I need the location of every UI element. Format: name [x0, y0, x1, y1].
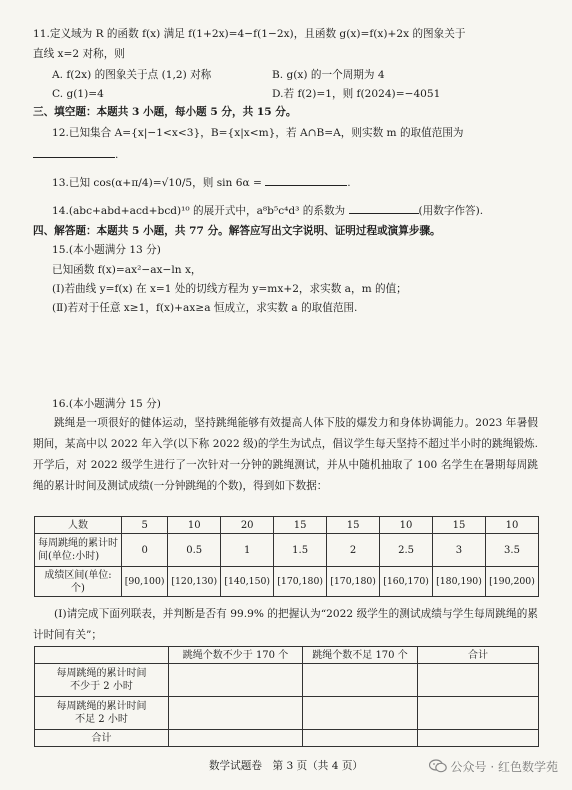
page-footer: 数学试题卷 第 3 页（共 4 页） [208, 760, 364, 772]
q16-title: 16.(本小题满分 15 分) [52, 398, 161, 410]
q16-paragraph: 跳绳是一项很好的健体运动，坚持跳绳能够有效提高人体下肢的爆发力和身体协调能力。2023 年暑假期间，某高中以 2022 年入学(以下称 2022 级)的学生为试点，倡议学生每天坚持不超过半小时的跳绳锻炼.开学后，对 2022 级学生进行了一次针对一分钟的跳绳测试，并从中随机抽取了 100 名学生在暑期每周跳绳的累计时间及测试成绩(一分钟跳绳的个数)，得到如下数据： [33, 417, 538, 492]
q11-option-d: D.若 f(2)=1，则 f(2024)=−4051 [272, 88, 441, 100]
table-row [35, 664, 539, 697]
row-header-hours: 每周跳绳的累计时间(单位:小时) [35, 534, 122, 567]
q11-stem-line1: 11.定义域为 R 的函数 f(x) 满足 f(1+2x)=4−f(1−2x)，且函数 g(x)=f(x)+2x 的图象关于 [33, 28, 466, 40]
answer-cell[interactable] [303, 664, 418, 697]
row-header-line: 不少于 2 小时 [70, 681, 133, 692]
table-row-hours [35, 534, 539, 567]
table-cell: 2 [327, 534, 380, 567]
section3-heading: 三、填空题：本题共 3 小题，每小题 5 分，共 15 分。 [33, 106, 297, 118]
table-row-people [35, 517, 539, 534]
row-header-ranges: 成绩区间(单位:个) [35, 567, 122, 597]
answer-cell[interactable] [418, 697, 539, 730]
q12-line2 [33, 147, 118, 162]
answer-cell[interactable] [303, 730, 418, 747]
answer-cell[interactable] [169, 697, 303, 730]
col-header: 跳绳个数不少于 170 个 [169, 647, 303, 664]
q13-text: 13.已知 cos(α+π/4)=√10/5，则 sin 6α = [52, 177, 262, 189]
table-cell: 10 [485, 517, 538, 534]
q15-given: 已知函数 f(x)=ax²−ax−ln x， [52, 264, 202, 276]
q14-answer-blank [349, 203, 419, 214]
table-cell: 10 [380, 517, 433, 534]
contingency-table [34, 646, 539, 747]
table-row-header [35, 647, 539, 664]
table-cell: [90,100) [122, 567, 168, 597]
q15-part1: (Ⅰ)若曲线 y=f(x) 在 x=1 处的切线方程为 y=mx+2，求实数 a，m 的值； [52, 283, 407, 295]
answer-cell[interactable] [303, 697, 418, 730]
table-cell: 1 [221, 534, 274, 567]
table-row-total [35, 730, 539, 747]
col-header: 跳绳个数不足 170 个 [303, 647, 418, 664]
row-header-line: 每周跳绳的累计时间 [56, 668, 147, 679]
table-cell: 20 [221, 517, 274, 534]
q13-end: . [347, 177, 351, 189]
table-cell: 15 [433, 517, 486, 534]
corner-cell [35, 647, 169, 664]
row-header: 合计 [35, 730, 169, 747]
table-cell: 10 [168, 517, 221, 534]
q11-option-b: B. g(x) 的一个周期为 4 [272, 69, 385, 81]
row-header-line: 每周跳绳的累计时间 [56, 701, 147, 712]
data-table [34, 516, 539, 597]
row-header-people: 人数 [35, 517, 122, 534]
row-header-line: 不足 2 小时 [75, 714, 128, 725]
table-cell: 1.5 [274, 534, 327, 567]
answer-cell[interactable] [418, 664, 539, 697]
q11-option-c: C. g(1)=4 [52, 88, 104, 100]
table-cell: [170,180) [327, 567, 380, 597]
table-cell: [120,130) [168, 567, 221, 597]
q13-line [52, 175, 351, 190]
table-cell: [160,170) [380, 567, 433, 597]
table-row [35, 697, 539, 730]
table-cell: 5 [122, 517, 168, 534]
row-header [35, 664, 169, 697]
q14-end: (用数字作答). [418, 205, 484, 217]
section4-heading: 四、解答题：本题共 5 小题，共 77 分。解答应写出文字说明、证明过程或演算步骤。 [33, 225, 441, 237]
table-cell: 15 [327, 517, 380, 534]
q15-title: 15.(本小题满分 13 分) [52, 244, 161, 256]
answer-cell[interactable] [169, 664, 303, 697]
table-cell: 3.5 [485, 534, 538, 567]
table-cell: 3 [433, 534, 486, 567]
q13-answer-blank [265, 175, 347, 186]
table-cell: [190,200) [485, 567, 538, 597]
answer-cell[interactable] [169, 730, 303, 747]
table-cell: [140,150) [221, 567, 274, 597]
watermark [429, 758, 558, 775]
table-cell: 2.5 [380, 534, 433, 567]
q11-stem-line2: 直线 x=2 对称，则 [33, 48, 125, 60]
table-cell: [170,180) [274, 567, 327, 597]
row-header [35, 697, 169, 730]
table-cell: 0.5 [168, 534, 221, 567]
q14-text: 14.(abc+abd+acd+bcd)¹⁰ 的展开式中，a⁸b⁵c⁴d³ 的系数为 [52, 205, 346, 217]
q12-line2-end: . [115, 149, 119, 161]
q14-line [52, 203, 483, 218]
wechat-icon [429, 759, 447, 773]
watermark-text: 公众号 · 红色数学苑 [450, 760, 558, 774]
q11-option-a: A. f(2x) 的图象关于点 (1,2) 对称 [52, 69, 212, 81]
table-cell: [180,190) [433, 567, 486, 597]
table-cell: 0 [122, 534, 168, 567]
col-header: 合计 [418, 647, 539, 664]
answer-cell[interactable] [418, 730, 539, 747]
q12-answer-blank [33, 147, 115, 158]
q16-part1: (Ⅰ)请完成下面列联表，并判断是否有 99.9% 的把握认为“2022 级学生的测试成绩与学生每周跳绳的累计时间有关”； [33, 608, 538, 641]
q15-part2: (Ⅱ)若对于任意 x≥1，f(x)+ax≥a 恒成立，求实数 a 的取值范围. [52, 302, 358, 314]
table-row-ranges [35, 567, 539, 597]
table-cell: 15 [274, 517, 327, 534]
q12-line1: 12.已知集合 A={x|−1<x<3}，B={x|x<m}，若 A∩B=A，则实数 m 的取值范围为 [52, 127, 464, 139]
